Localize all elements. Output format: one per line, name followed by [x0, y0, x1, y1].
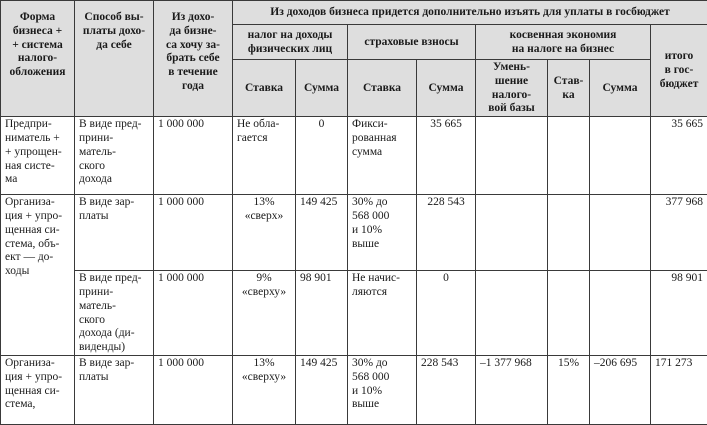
cell-indirect-sum [590, 117, 651, 195]
cell-insurance-rate: 30% до 568 000 и 10% выше [348, 355, 417, 424]
header-budget-group: Из доходов бизнеса придется дополнительно изъять для уплаты в госбюджет [233, 1, 707, 25]
cell-indirect-rate [548, 195, 590, 271]
cell-insurance-rate: Фикси- рованная сумма [348, 117, 417, 195]
cell-base-reduction [476, 117, 548, 195]
table-row [1, 271, 707, 356]
header-insurance-group: страховые взносы [348, 25, 476, 60]
cell-want-amount: 1 000 000 [154, 117, 233, 195]
cell-want-amount: 1 000 000 [154, 195, 233, 271]
cell-pit-sum: 98 901 [296, 271, 348, 356]
cell-pit-sum: 0 [296, 117, 348, 195]
cell-business-form: Организа- ция + упро- щенная си- стема, объ- ект — до- ходы [1, 195, 75, 356]
cell-pit-sum: 149 425 [296, 355, 348, 424]
table-row [1, 117, 707, 195]
cell-indirect-rate [548, 117, 590, 195]
header-indirect-sum: Сумма [590, 60, 651, 117]
header-pit-rate: Ставка [233, 60, 296, 117]
cell-business-form: Организа- ция + упро- щенная си- стема, [1, 355, 75, 424]
header-payment-method: Способ вы- платы дохо- да себе [75, 1, 154, 117]
cell-indirect-sum [590, 271, 651, 356]
cell-pit-rate: 13% «сверху» [233, 355, 296, 424]
header-pit-group: налог на доходы физических лиц [233, 25, 348, 60]
table-row [1, 355, 707, 424]
cell-base-reduction: –1 377 968 [476, 355, 548, 424]
cell-payment-method: В виде пред- прини- матель- ского дохода (ди- виденды) [75, 271, 154, 356]
cell-indirect-sum [590, 195, 651, 271]
cell-total: 35 665 [651, 117, 707, 195]
cell-want-amount: 1 000 000 [154, 355, 233, 424]
header-total: итого в гос- бюджет [651, 25, 707, 117]
cell-base-reduction [476, 271, 548, 356]
cell-business-form: Предпри- ниматель + + упрощен- ная систе- ма [1, 117, 75, 195]
cell-pit-rate: 9% «сверху» [233, 271, 296, 356]
cell-insurance-sum: 0 [417, 271, 476, 356]
cell-total: 377 968 [651, 195, 707, 271]
cell-total: 171 273 [651, 355, 707, 424]
header-base-reduction: Умень- шение налого- вой базы [476, 60, 548, 117]
cell-insurance-sum: 228 543 [417, 195, 476, 271]
cell-base-reduction [476, 195, 548, 271]
cell-want-amount: 1 000 000 [154, 271, 233, 356]
cell-indirect-sum: –206 695 [590, 355, 651, 424]
cell-insurance-sum: 228 543 [417, 355, 476, 424]
header-indirect-savings-group: косвенная экономия на налоге на бизнес [476, 25, 651, 60]
cell-insurance-sum: 35 665 [417, 117, 476, 195]
cell-payment-method: В виде пред- прини- матель- ского дохода [75, 117, 154, 195]
header-indirect-rate: Став- ка [548, 60, 590, 117]
cell-indirect-rate: 15% [548, 355, 590, 424]
cell-indirect-rate [548, 271, 590, 356]
table-row [1, 195, 707, 271]
cell-pit-sum: 149 425 [296, 195, 348, 271]
cell-total: 98 901 [651, 271, 707, 356]
header-pit-sum: Сумма [296, 60, 348, 117]
cell-payment-method: В виде зар- платы [75, 195, 154, 271]
cell-payment-method: В виде зар- платы [75, 355, 154, 424]
header-want-amount: Из дохо- да бизне- са хочу за- брать себе в течение года [154, 1, 233, 117]
header-business-form: Форма бизнеса + + система налого- обложения [1, 1, 75, 117]
cell-pit-rate: Не обла- гается [233, 117, 296, 195]
cell-insurance-rate: Не начис- ляются [348, 271, 417, 356]
cell-insurance-rate: 30% до 568 000 и 10% выше [348, 195, 417, 271]
cell-pit-rate: 13% «сверх» [233, 195, 296, 271]
header-insurance-rate: Ставка [348, 60, 417, 117]
header-insurance-sum: Сумма [417, 60, 476, 117]
